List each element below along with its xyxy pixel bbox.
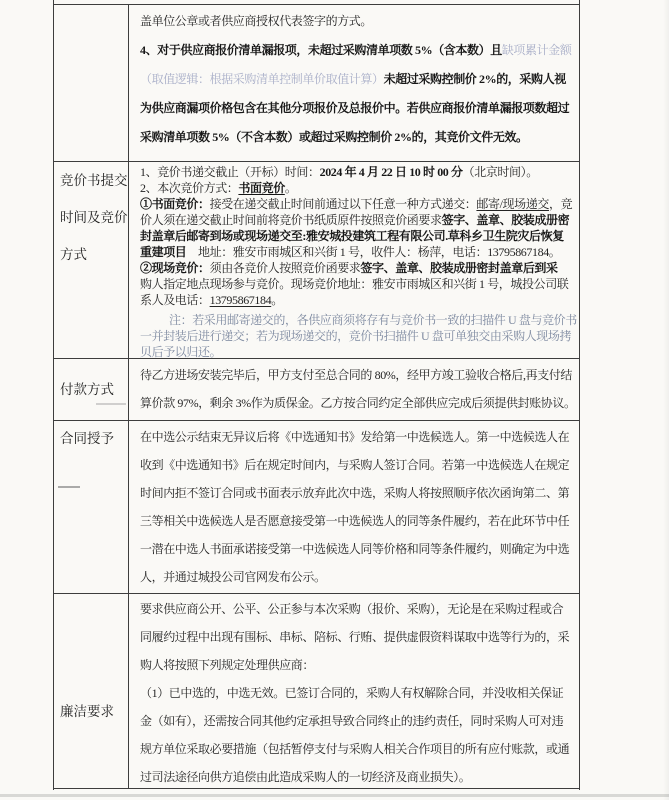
text-line xyxy=(140,735,575,763)
text-segment: 价人须在递交截止时间前将竞价书纸质原件按照竞价函要求 xyxy=(140,213,442,227)
row-content-cell xyxy=(129,5,579,161)
text-segment: 待乙方进场安装完毕后，甲方支付至总合同的 80%，经甲方竣工验收合格后,再支付结 xyxy=(140,368,572,382)
text-line xyxy=(140,164,575,180)
text-segment: 购人将按照下列规定处理供应商： xyxy=(140,658,315,672)
text-segment: 重建项目 xyxy=(140,245,187,259)
row-content-cell xyxy=(129,421,579,593)
procurement-terms-table xyxy=(53,0,580,790)
text-segment: 付款方式 xyxy=(60,381,114,397)
text-segment: ，竞 xyxy=(548,197,573,211)
table-row-clause-continued xyxy=(54,4,579,161)
text-segment: （取值逻辑：根据采购清单控制单价取值计算） xyxy=(140,72,384,86)
text-segment: 贝后予以归还。 xyxy=(140,345,222,358)
text-line xyxy=(140,312,575,328)
text-segment: 为供应商漏项价格包含在其他分项报价及总报价中。若供应商报价清单漏报项数超过 xyxy=(140,101,570,115)
text-line xyxy=(140,196,575,212)
text-segment: 签字、盖章、胶装成册密 xyxy=(441,213,570,227)
text-line xyxy=(60,199,128,236)
text-segment: （1）已中选的，中选无效。已签订合同的，采购人有权解除合同，并没收相关保证 xyxy=(140,686,564,700)
text-segment: 算价款 97%，剩余 3%作为质保金。乙方按合同约定全部供应完成后须提供封账协议。 xyxy=(140,396,576,410)
text-segment: 13795867184 xyxy=(209,293,272,307)
row-content-cell xyxy=(129,359,579,420)
table-row-integrity xyxy=(54,593,579,789)
text-segment: 时间及竞价 xyxy=(60,210,128,225)
row-content-cell xyxy=(129,162,579,358)
text-line xyxy=(140,651,575,679)
text-line xyxy=(140,344,575,358)
text-line xyxy=(140,763,575,788)
text-segment: 4、对于供应商报价清单漏报项，未超过采购清单项数 5%（含本数）且 xyxy=(140,43,502,57)
text-line xyxy=(140,260,575,276)
text-segment: 系人及电话： xyxy=(140,293,210,307)
text-segment: 竞价书提交 xyxy=(60,173,128,188)
text-line xyxy=(140,535,575,563)
text-segment: 收到《中选通知书》后在规定时间内，与采购人签订合同。若第一中选候选人在规定 xyxy=(140,458,570,472)
text-segment: ①书面竞价： xyxy=(140,197,210,211)
text-line xyxy=(140,563,575,591)
row-label-cell xyxy=(54,421,129,593)
text-line xyxy=(60,162,128,199)
row-label-cell xyxy=(54,594,129,788)
text-segment: 合同授予 xyxy=(60,431,114,446)
table-row-payment-method xyxy=(54,358,579,420)
text-line xyxy=(140,65,575,94)
text-line xyxy=(140,212,575,228)
text-segment: 在中选公示结束无异议后将《中选通知书》发给第一中选候选人。第一中选候选人在 xyxy=(140,430,570,444)
text-line xyxy=(140,451,575,479)
text-segment: 一潜在中选人书面承诺接受第一中选候选人同等价格和同等条件履约，则确定为中选 xyxy=(140,542,570,556)
text-line xyxy=(140,423,575,451)
text-segment: 须由各竞价人按照竞价函要求 xyxy=(209,261,361,275)
text-segment: 人，并通过城投公司官网发布公示。 xyxy=(140,570,326,584)
text-segment: ②现场竞价： xyxy=(140,261,210,275)
row-label-cell xyxy=(54,162,129,358)
text-line xyxy=(140,623,575,651)
text-line xyxy=(60,700,128,724)
scan-shadow-bottom xyxy=(0,794,669,797)
table-row-bid-submission xyxy=(54,161,579,358)
text-segment: 签字、盖章、胶装成册密封盖章后到采 xyxy=(360,261,558,275)
text-line xyxy=(140,679,575,707)
text-segment: 规方单位采取必要措施（包括暂停支付与采购人相关合作项目的所有应付账款，或通 xyxy=(140,742,570,756)
text-line xyxy=(60,427,128,451)
text-line xyxy=(140,507,575,535)
text-segment: 三等相关中选候选人是否愿意接受第一中选候选人的同等条件履约，若在此环节中任 xyxy=(140,514,570,528)
row-label-cell xyxy=(54,359,129,420)
text-segment: （北京时间）。 xyxy=(462,165,538,179)
text-segment: 地址：雅安市雨城区和兴街 1 号，收件人：杨萍，电话：13795867184。 xyxy=(186,245,561,259)
text-line xyxy=(60,236,128,273)
row-content-cell xyxy=(129,594,579,788)
text-segment: 。 xyxy=(284,181,297,195)
table-row-contract-award xyxy=(54,420,579,593)
text-line xyxy=(140,180,575,196)
text-line xyxy=(140,123,575,152)
text-segment: 盖单位公章或者供应商授权代表签字的方式。 xyxy=(140,14,373,28)
text-line xyxy=(140,244,575,260)
text-segment: 注：若采用邮寄递交的，各供应商须将存有与竞价书一致的扫描件 U 盘与竞价书 xyxy=(169,313,577,327)
text-line xyxy=(140,94,575,123)
text-line xyxy=(140,595,575,623)
text-segment: 邮寄/现场递交 xyxy=(476,197,549,211)
text-segment: 方式 xyxy=(60,247,87,262)
text-line xyxy=(140,292,575,308)
text-segment: 缺项累计金额 xyxy=(501,43,572,57)
text-segment: 2、本次竞价方式： xyxy=(140,181,239,195)
text-segment: 时间内拒不签订合同或书面表示放弃此次中选，采购人将按照顺序依次函询第二、第 xyxy=(140,486,570,500)
text-segment: 未超过采购控制价 2%的，采购人视 xyxy=(383,72,566,86)
text-line xyxy=(140,389,575,417)
text-line xyxy=(140,7,575,36)
text-line xyxy=(140,228,575,244)
text-segment: 接受在递交截止时间前通过以下任意一种方式递交： xyxy=(209,197,477,211)
text-line xyxy=(60,380,128,400)
text-line xyxy=(140,479,575,507)
text-segment: 2024 年 4 月 22 日 10 时 00 分 xyxy=(319,165,463,179)
text-line xyxy=(140,707,575,735)
scan-streak-artifact xyxy=(96,403,126,405)
text-segment: 书面竞价 xyxy=(238,181,285,195)
text-segment: 要求供应商公开、公平、公正参与本次采购（报价、采购），无论是在采购过程或合 xyxy=(140,602,564,616)
row-label-cell xyxy=(54,5,129,161)
text-segment: 购人指定地点现场参与竞价。现场竞价地址：雅安市雨城区和兴街 1 号，城投公司联 xyxy=(140,277,569,291)
text-line xyxy=(140,328,575,344)
text-segment: 1、竞价书递交截止（开标）时间： xyxy=(140,165,320,179)
text-segment: 金（如有），还需按合同其他约定承担导致合同终止的违约责任，同时采购人可对违 xyxy=(140,714,564,728)
text-line xyxy=(140,361,575,389)
text-segment: 廉洁要求 xyxy=(60,704,114,719)
text-segment: 过司法途径向供方追偿由此造成采购人的一切经济及商业损失）。 xyxy=(140,770,471,784)
text-segment: 封盖章后邮寄到场或现场递交至:雅安城投建筑工程有限公司.草科乡卫生院灾后恢复 xyxy=(140,229,564,243)
text-segment: 。 xyxy=(271,293,283,307)
text-segment: 采购清单项数 5%（不含本数）或超过采购控制价 2%的，其竞价文件无效。 xyxy=(140,130,528,144)
text-segment: 一并封装后进行递交；若为现场递交的，竞价书扫描件 U 盘可单独交由采购人现场拷 xyxy=(140,329,572,343)
scan-shade-right xyxy=(663,0,669,800)
text-line xyxy=(140,276,575,292)
pen-dash-artifact xyxy=(58,486,80,488)
text-line xyxy=(140,36,575,65)
text-segment: 同履约过程中出现有围标、串标、陪标、行贿、提供虚假资料谋取中选等行为的，采 xyxy=(140,630,570,644)
